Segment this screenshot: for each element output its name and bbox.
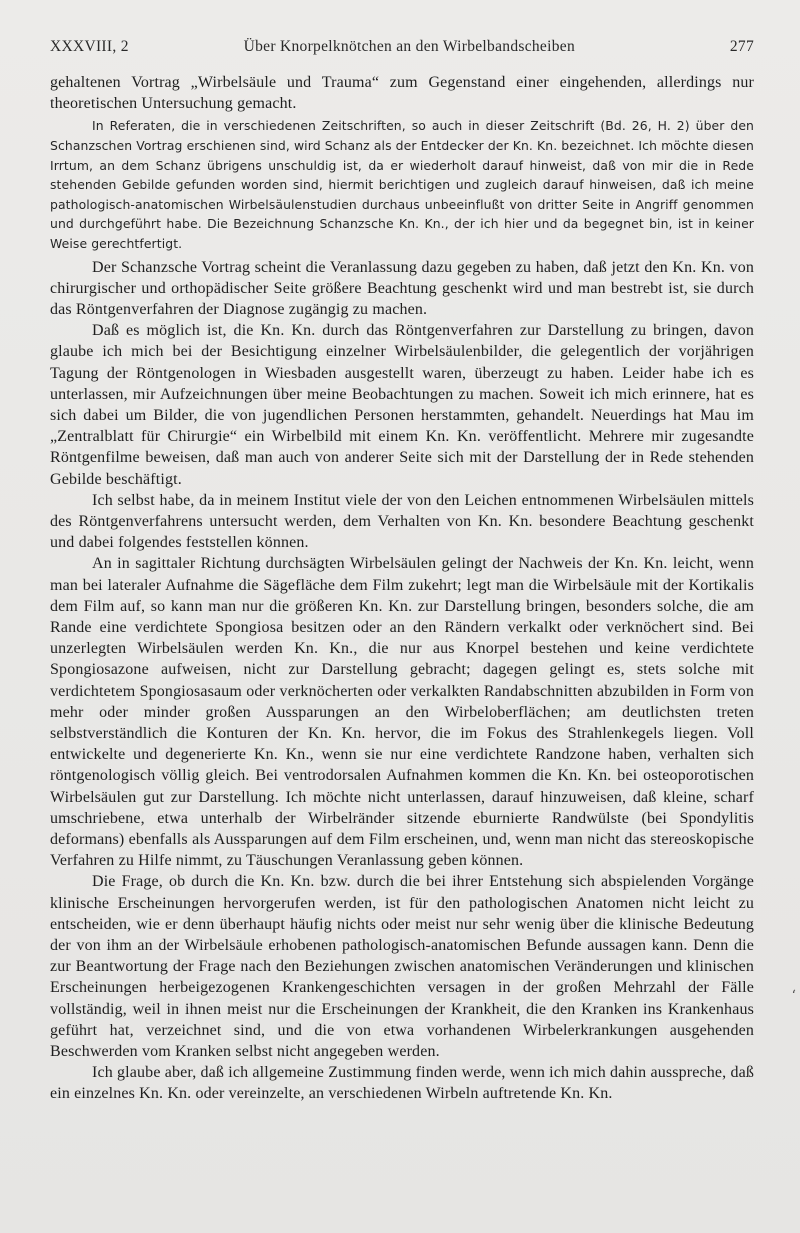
- body-text: [50, 72, 754, 1105]
- footnote-block: [50, 116, 754, 253]
- footnote-paragraph: In Referaten, die in verschiedenen Zeitschriften, so auch in dieser Zeitschrift (Bd. 26, H. 2) über den Schanzschen Vortrag erschienen sind, wird Schanz als der Entdecker der Kn. Kn. bezeichnet. Ich möchte diesen Irrtum, an dem Schanz übrigens unschuldig ist, da er wiederholt darauf hinweist, daß von mir die in Rede stehenden Gebilde gefunden worden sind, hiermit berichtigen und zugleich darauf hinweisen, daß ich meine pathologisch-anatomischen Wirbelsäulenstudien durchaus unbeeinflußt von dritter Seite in Angriff genommen und durchgeführt habe. Die Bezeichnung Schanzsche Kn. Kn., der ich hier und da begegnet bin, ist in keiner Weise gerechtfertigt.: [50, 118, 754, 251]
- paragraph-3: Ich selbst habe, da in meinem Institut viele der von den Leichen entnommenen Wirbelsäulen mittels des Röntgenverfahrens untersucht werden, dem Verhalten von Kn. Kn. besondere Beachtung geschenkt und dabei folgendes feststellen können.: [50, 491, 754, 552]
- intro-paragraph: gehaltenen Vortrag „Wirbelsäule und Trauma“ zum Gegenstand einer eingehenden, allerdings nur theoretischen Untersuchung gemacht.: [50, 74, 754, 113]
- margin-mark: ‘: [791, 988, 796, 1004]
- paragraph-1: Der Schanzsche Vortrag scheint die Veranlassung dazu gegeben zu haben, daß jetzt den Kn. Kn. von chirurgischer und orthopädischer Seite größere Beachtung geschenkt wird und man bestrebt ist, sie durch das Röntgenverfahren der Diagnose zugängig zu machen.: [50, 258, 754, 318]
- paragraph-2: Daß es möglich ist, die Kn. Kn. durch das Röntgenverfahren zur Darstellung zu bringen, davon glaube ich mich bei der Besichtigung einzelner Wirbelsäulenbilder, die gelegentlich der vorjährigen Tagung der Röntgenologen in Wiesbaden ausgestellt waren, überzeugt zu haben. Leider habe ich es unterlassen, mir Aufzeichnungen über meine Beobachtungen zu machen. Soweit ich mich erinnere, hat es sich dabei um Bilder, die von jugendlichen Personen herstammten, gehandelt. Neuerdings hat Mau im „Zentralblatt für Chirurgie“ ein Wirbelbild mit einem Kn. Kn. veröffentlicht. Mehrere mir zugesandte Röntgenfilme beweisen, daß man auch von anderer Seite sich mit der Darstellung der in Rede stehenden Gebilde beschäftigt.: [50, 322, 754, 488]
- page-number: 277: [729, 38, 754, 55]
- paragraph-6: Ich glaube aber, daß ich allgemeine Zustimmung finden werde, wenn ich mich dahin ausspreche, daß ein einzelnes Kn. Kn. oder vereinzelte, an verschiedenen Wirbeln auftretende Kn. Kn.: [50, 1064, 754, 1103]
- running-title: Über Knorpelknötchen an den Wirbelbandscheiben: [243, 38, 575, 55]
- running-header: [50, 38, 754, 56]
- paragraph-5: Die Frage, ob durch die Kn. Kn. bzw. durch die bei ihrer Entstehung sich abspielenden Vorgänge klinische Erscheinungen hervorgerufen werden, ist für den pathologischen Anatomen nicht leicht zu entscheiden, wie er denn überhaupt häufig nichts oder meist nur sehr wenig über die klinische Bedeutung der von ihm an der Wirbelsäule erhobenen pathologisch-anatomischen Befunde aussagen kann. Denn die zur Beantwortung der Frage nach den Beziehungen zwischen anatomischen Veränderungen und klinischen Erscheinungen herbeigezogenen Krankengeschichten versagen in der großen Mehrzahl der Fälle vollständig, weil in ihnen meist nur die Erscheinungen der Krankheit, die den Kranken ins Krankenhaus geführt hat, verzeichnet sind, und die von etwa vorhandenen Wirbelerkrankungen ausgehenden Beschwerden vom Kranken selbst nicht angegeben werden.: [50, 873, 754, 1061]
- volume-number: XXXVIII, 2: [50, 38, 129, 55]
- paragraph-4: An in sagittaler Richtung durchsägten Wirbelsäulen gelingt der Nachweis der Kn. Kn. leicht, wenn man bei lateraler Aufnahme die Sägefläche dem Film zukehrt; legt man die Wirbelsäule mit der Kortikalis dem Film auf, so kann man nur die größeren Kn. Kn. zur Darstellung bringen, besonders solche, die am Rande eine verdichtete Spongiosa besitzen oder an den Rändern verkalkt oder verknöchert sind. Bei unzerlegten Wirbelsäulen werden Kn. Kn., die nur aus Knorpel bestehen und keine verdichtete Spongiosazone aufweisen, nicht zur Darstellung gebracht; dagegen gelingt es, stets solche mit verdichtetem Spongiosasaum oder verknöcherten oder verkalkten Randabschnitten abzubilden in Form von mehr oder minder großen Aussparungen an den Wirbeloberflächen; am deutlichsten treten selbstverständlich die Konturen der Kn. Kn. hervor, die im Fokus des Strahlenkegels liegen. Voll entwickelte und degenerierte Kn. Kn., wenn sie nur eine verdichtete Randzone haben, verhalten sich röntgenologisch völlig gleich. Bei ventrodorsalen Aufnahmen kommen die Kn. Kn. bei osteoporotischen Wirbelsäulen gut zur Darstellung. Ich möchte nicht unterlassen, darauf hinzuweisen, daß kleine, scharf umschriebene, etwa unterhalb der Wirbelränder sitzende eburnierte Randwülste (bei Spondylitis deformans) ebenfalls als Aussparungen auf dem Film erscheinen, und, wenn man nicht das stereoskopische Verfahren zu Hilfe nimmt, zu Täuschungen Veranlassung geben können.: [50, 555, 754, 870]
